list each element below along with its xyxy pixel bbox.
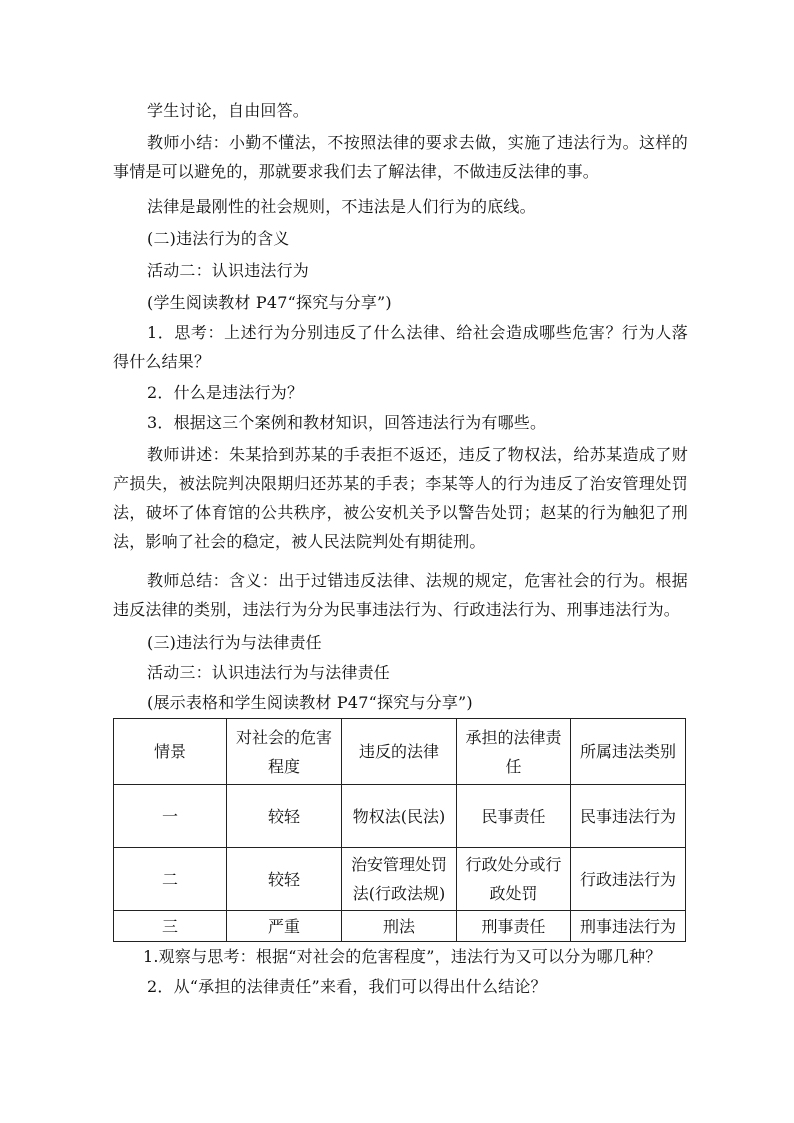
table-cell: 刑事责任: [457, 911, 571, 942]
illegal-behavior-table: [113, 718, 686, 942]
table-header: 情景: [114, 719, 227, 785]
table-header-row: [114, 719, 686, 785]
paragraph-teacher-summary: 教师小结：小勤不懂法，不按照法律的要求去做，实施了违法行为。这样的事情是可以避免的，那就要求我们去了解法律，不做违反法律的事。: [113, 133, 688, 181]
table-cell: 一: [114, 785, 227, 848]
paragraph-teacher-conclusion: 教师总结：含义：出于过错违反法律、法规的规定，危害社会的行为。根据违反法律的类别，违法行为分为民事违法行为、行政违法行为、刑事违法行为。: [113, 571, 688, 619]
table-cell: 治安管理处罚法(行政法规): [342, 848, 457, 911]
activity-heading-2: 活动二：认识违法行为: [147, 261, 310, 280]
section-heading-3: (三)违法行为与法律责任: [147, 633, 322, 652]
table-row: [114, 785, 686, 848]
table-header: 承担的法律责任: [457, 719, 571, 785]
table-cell: 民事违法行为: [571, 785, 686, 848]
table-cell: 严重: [227, 911, 342, 942]
table-cell: 较轻: [227, 848, 342, 911]
paragraph-teacher-narration: 教师讲述：朱某拾到苏某的手表拒不返还，违反了物权法，给苏某造成了财产损失，被法院判决限期归还苏某的手表；李某等人的行为违反了治安管理处罚法，破坏了体育馆的公共秩序，被公安机关予以警告处罚；赵某的行为触犯了刑法，影响了社会的稳定，被人民法院判处有期徒刑。: [113, 445, 688, 551]
reading-note-2: (展示表格和学生阅读教材 P47“探究与分享”): [147, 693, 473, 712]
activity-heading-3: 活动三：认识违法行为与法律责任: [147, 663, 391, 682]
question-think: 1．思考：上述行为分别违反了什么法律、给社会造成哪些危害？行为人落得什么结果？: [113, 323, 688, 371]
section-heading-2: (二)违法行为的含义: [147, 229, 290, 248]
table-cell: 刑法: [342, 911, 457, 942]
question-cases: 3．根据这三个案例和教材知识，回答违法行为有哪些。: [147, 413, 547, 432]
table-row: [114, 911, 686, 942]
table-header: 违反的法律: [342, 719, 457, 785]
table-cell: 行政处分或行政处罚: [457, 848, 571, 911]
table-cell: 较轻: [227, 785, 342, 848]
question-conclusion: 2．从“承担的法律责任”来看，我们可以得出什么结论？: [147, 977, 547, 996]
table-cell: 二: [114, 848, 227, 911]
table-header: 所属违法类别: [571, 719, 686, 785]
table-cell: 民事责任: [457, 785, 571, 848]
question-observe: 1.观察与思考：根据“对社会的危害程度”，违法行为又可以分为哪几种？: [143, 947, 662, 966]
table-header: 对社会的危害程度: [227, 719, 342, 785]
table-row: [114, 848, 686, 911]
table-cell: 物权法(民法): [342, 785, 457, 848]
paragraph-student-discussion: 学生讨论，自由回答。: [147, 101, 310, 120]
table-cell: 刑事违法行为: [571, 911, 686, 942]
table-cell: 行政违法行为: [571, 848, 686, 911]
table-cell: 三: [114, 911, 227, 942]
question-what-is-illegal: 2．什么是违法行为？: [147, 383, 304, 402]
reading-note-1: (学生阅读教材 P47“探究与分享”): [147, 293, 392, 312]
paragraph-law-rule: 法律是最刚性的社会规则，不违法是人们行为的底线。: [147, 197, 536, 216]
